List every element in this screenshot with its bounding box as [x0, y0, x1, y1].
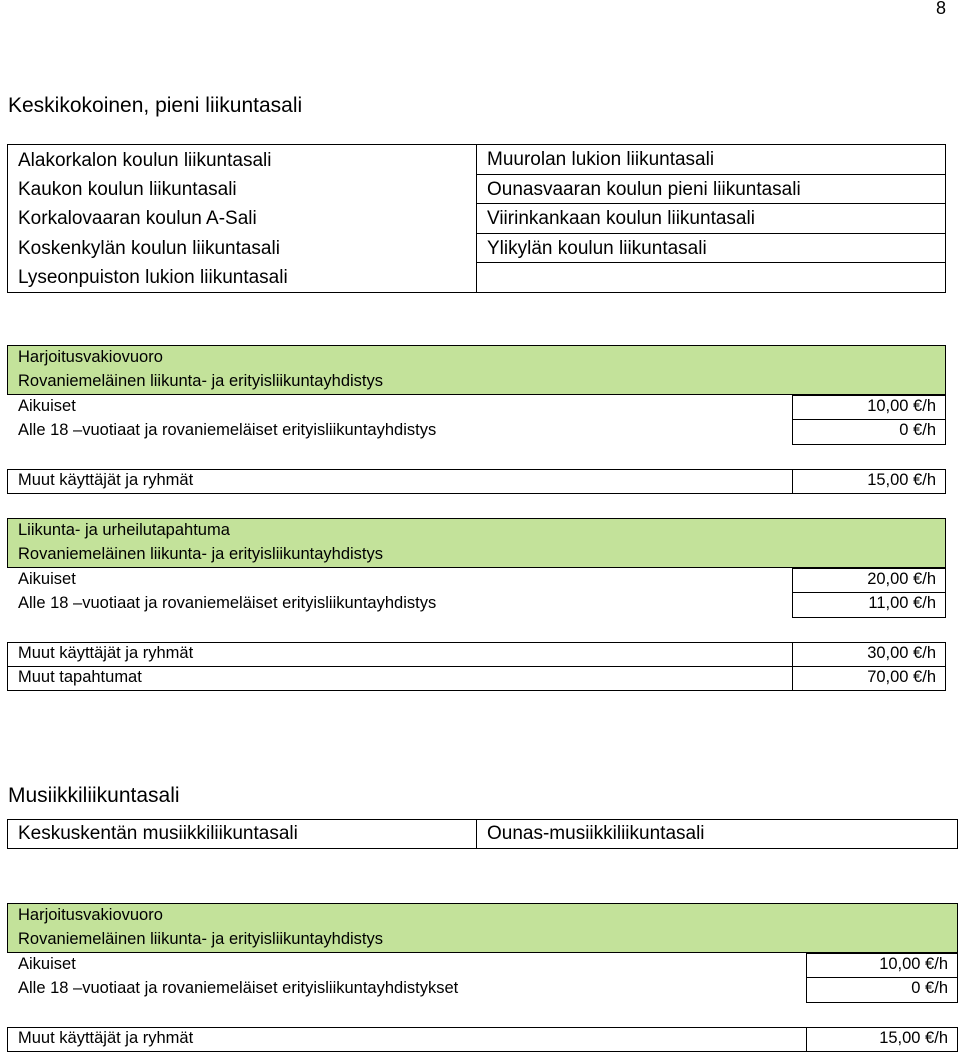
price-value: 15,00 €/h [867, 471, 936, 489]
section-heading: Keskikokoinen, pieni liikuntasali [8, 94, 303, 117]
halls-table [7, 144, 946, 293]
divider [806, 1027, 807, 1052]
price-label: Muut käyttäjät ja ryhmät [18, 1029, 194, 1047]
price-label: Aikuiset [18, 570, 76, 588]
price-value: 10,00 €/h [867, 397, 936, 415]
hall-name: Ylikylän koulun liikuntasali [477, 234, 945, 263]
price-value: 15,00 €/h [879, 1029, 948, 1047]
hall-name [477, 263, 945, 292]
price-value: 0 €/h [899, 421, 936, 439]
price-value: 10,00 €/h [879, 955, 948, 973]
training-title: Harjoitusvakiovuoro [18, 906, 163, 924]
training-title: Harjoitusvakiovuoro [18, 348, 163, 366]
hall-name: Viirinkankaan koulun liikuntasali [477, 204, 945, 234]
price-value: 30,00 €/h [867, 644, 936, 662]
training-subtitle: Rovaniemeläinen liikunta- ja erityisliikuntayhdistys [18, 930, 383, 948]
divider [7, 666, 946, 667]
event-subtitle: Rovaniemeläinen liikunta- ja erityisliikuntayhdistys [18, 545, 383, 563]
hall-name: Korkalovaaran koulun A-Sali [18, 208, 257, 230]
price-label: Alle 18 –vuotiaat ja rovaniemeläiset erityisliikuntayhdistys [18, 594, 437, 612]
price-value: 70,00 €/h [867, 668, 936, 686]
hall-name: Keskuskentän musiikkiliikuntasali [8, 820, 477, 849]
price-value: 0 €/h [911, 979, 948, 997]
hall-name: Kaukon koulun liikuntasali [18, 179, 237, 201]
divider [792, 419, 946, 420]
training-subtitle: Rovaniemeläinen liikunta- ja erityisliikuntayhdistys [18, 372, 383, 390]
hall-name: Koskenkylän koulun liikuntasali [18, 237, 280, 259]
hall-name: Ounas-musiikkiliikuntasali [477, 820, 958, 849]
hall-name: Lyseonpuiston lukion liikuntasali [18, 266, 288, 288]
divider [792, 469, 793, 494]
price-label: Muut käyttäjät ja ryhmät [18, 644, 194, 662]
divider [792, 592, 946, 593]
price-label: Alle 18 –vuotiaat ja rovaniemeläiset erityisliikuntayhdistykset [18, 979, 459, 997]
divider [806, 977, 958, 978]
hall-name: Muurolan lukion liikuntasali [477, 145, 945, 175]
left-hall-column [8, 145, 477, 293]
music-halls-table [7, 819, 958, 849]
price-label: Aikuiset [18, 955, 76, 973]
price-label: Alle 18 –vuotiaat ja rovaniemeläiset erityisliikuntayhdistys [18, 421, 437, 439]
page-number: 8 [935, 0, 946, 18]
price-value: 20,00 €/h [867, 570, 936, 588]
section-heading: Musiikkiliikuntasali [8, 784, 180, 807]
price-label: Muut tapahtumat [18, 668, 142, 686]
hall-name: Alakorkalon koulun liikuntasali [18, 150, 272, 171]
price-value: 11,00 €/h [868, 594, 936, 612]
hall-name: Ounasvaaran koulun pieni liikuntasali [477, 175, 945, 204]
price-label: Muut käyttäjät ja ryhmät [18, 471, 194, 489]
price-label: Aikuiset [18, 397, 76, 415]
right-hall-column [477, 145, 946, 293]
event-title: Liikunta- ja urheilutapahtuma [18, 521, 230, 539]
